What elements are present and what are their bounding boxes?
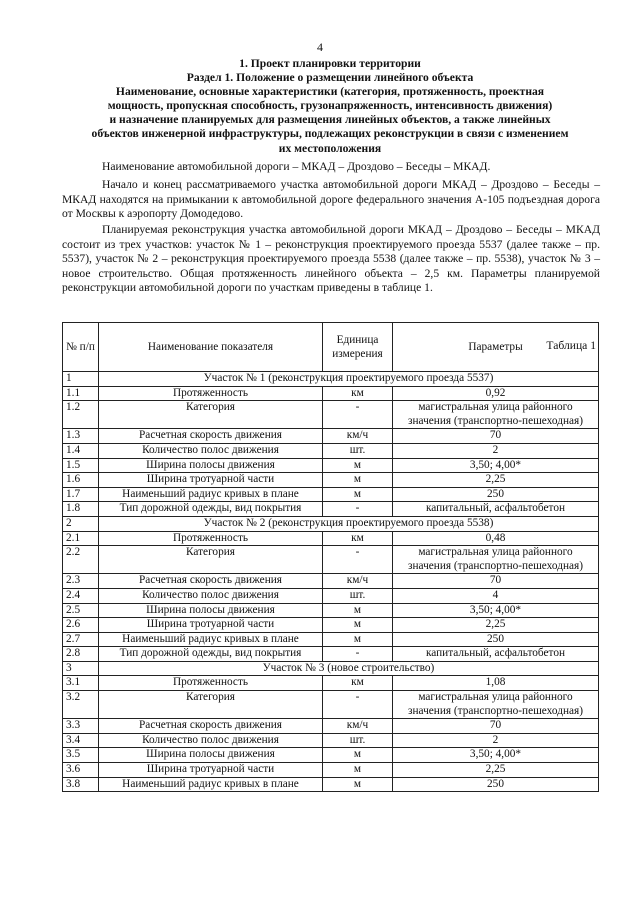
row-number: 3.3 — [63, 719, 99, 734]
row-number: 1.7 — [63, 487, 99, 502]
table-caption: Таблица 1 — [546, 339, 596, 352]
row-value: магистральная улица районного значения (транспортно-пешеходная) — [393, 401, 599, 429]
table-row — [63, 618, 599, 633]
row-value: капитальный, асфальтобетон — [393, 502, 599, 517]
table-row — [63, 588, 599, 603]
row-indicator: Количество полос движения — [99, 733, 323, 748]
table-row — [63, 632, 599, 647]
row-unit: м — [323, 473, 393, 488]
row-value: 250 — [393, 777, 599, 792]
row-number: 1.2 — [63, 401, 99, 429]
row-value: 3,50; 4,00* — [393, 748, 599, 763]
row-number: 2.1 — [63, 531, 99, 546]
row-number: 2.6 — [63, 618, 99, 633]
row-value: 2 — [393, 443, 599, 458]
table-row — [63, 777, 599, 792]
row-indicator: Ширина тротуарной части — [99, 618, 323, 633]
row-number: 2.8 — [63, 647, 99, 662]
table-row — [63, 719, 599, 734]
row-number: 3.1 — [63, 676, 99, 691]
table-row — [63, 733, 599, 748]
row-indicator: Тип дорожной одежды, вид покрытия — [99, 502, 323, 517]
row-value: капитальный, асфальтобетон — [393, 647, 599, 662]
table-row — [63, 574, 599, 589]
row-value: 70 — [393, 719, 599, 734]
row-number: 2.7 — [63, 632, 99, 647]
row-indicator: Тип дорожной одежды, вид покрытия — [99, 647, 323, 662]
row-unit: шт. — [323, 443, 393, 458]
table-row — [63, 443, 599, 458]
table-row — [63, 603, 599, 618]
row-unit: км — [323, 531, 393, 546]
row-unit: м — [323, 618, 393, 633]
row-unit: м — [323, 748, 393, 763]
row-unit: - — [323, 691, 393, 719]
row-unit: м — [323, 777, 393, 792]
header-number: № п/п — [63, 323, 99, 372]
table-row — [63, 502, 599, 517]
row-value: 0,48 — [393, 531, 599, 546]
table-row — [63, 487, 599, 502]
row-number: 2.5 — [63, 603, 99, 618]
row-indicator: Ширина полосы движения — [99, 603, 323, 618]
section-row — [63, 516, 599, 531]
table-row — [63, 676, 599, 691]
row-value: 2,25 — [393, 473, 599, 488]
row-unit: - — [323, 647, 393, 662]
row-number: 1.4 — [63, 443, 99, 458]
row-indicator: Ширина полосы движения — [99, 748, 323, 763]
row-indicator: Количество полос движения — [99, 443, 323, 458]
header-unit: Единица измерения — [323, 323, 393, 372]
table-row — [63, 473, 599, 488]
paragraph-start-end: Начало и конец рассматриваемого участка автомобильной дороги МКАД – Дроздово – Беседы – МКАД находятся на примыкании к автомобильной дороге федерального значения А-105 подъездная дорога от Москвы к аэропорту Домодедово. — [62, 178, 600, 221]
row-unit: км/ч — [323, 574, 393, 589]
row-indicator: Категория — [99, 691, 323, 719]
row-indicator: Ширина полосы движения — [99, 458, 323, 473]
paragraph-reconstruction: Планируемая реконструкция участка автомобильной дороги МКАД – Дроздово – Беседы – МКАД состоит из трех участков: участок № 1 – реконструкция проектируемого проезда 5537 (далее также – пр. 5537), участок № 2 – реконструкция проектируемого проезда 5538 (далее также – пр. 5538), участок № 3 – новое строительство. Общая протяженность линейного объекта – 2,5 км. Параметры планируемой реконструкции автомобильной дороги по участкам приведены в таблице 1. — [62, 223, 600, 295]
row-indicator: Наименьший радиус кривых в плане — [99, 487, 323, 502]
row-value: 70 — [393, 429, 599, 444]
heading-line: объектов инженерной инфраструктуры, подлежащих реконструкции в связи с изменением — [91, 127, 569, 141]
section-title: Участок № 2 (реконструкция проектируемого проезда 5538) — [99, 516, 599, 531]
heading-line: 1. Проект планировки территории — [239, 57, 421, 70]
row-unit: - — [323, 401, 393, 429]
section-title: Участок № 1 (реконструкция проектируемого проезда 5537) — [99, 372, 599, 387]
table-header-row — [63, 323, 599, 372]
row-indicator: Ширина тротуарной части — [99, 763, 323, 778]
row-number: 3.2 — [63, 691, 99, 719]
row-unit: - — [323, 546, 393, 574]
heading-line: мощность, пропускная способность, грузонапряженность, интенсивность движения) — [107, 99, 553, 113]
row-unit: м — [323, 763, 393, 778]
row-value: 4 — [393, 588, 599, 603]
heading-line: Раздел 1. Положение о размещении линейного объекта — [186, 71, 474, 85]
row-number: 2.3 — [63, 574, 99, 589]
row-indicator: Количество полос движения — [99, 588, 323, 603]
section-number: 2 — [63, 516, 99, 531]
parameters-table — [62, 322, 599, 792]
header-indicator: Наименование показателя — [99, 323, 323, 372]
section-title: Участок № 3 (новое строительство) — [99, 661, 599, 676]
heading-line: Наименование, основные характеристики (категория, протяженность, проектная — [115, 85, 545, 99]
row-number: 1.8 — [63, 502, 99, 517]
row-unit: км — [323, 386, 393, 401]
row-value: 0,92 — [393, 386, 599, 401]
page-number: 4 — [317, 40, 323, 54]
header-parameters: Параметры — [393, 323, 599, 372]
row-unit: м — [323, 458, 393, 473]
heading-line: их местоположения — [278, 141, 382, 155]
row-value: 2,25 — [393, 618, 599, 633]
row-number: 1.5 — [63, 458, 99, 473]
row-value: 2,25 — [393, 763, 599, 778]
row-number: 1.3 — [63, 429, 99, 444]
row-indicator: Расчетная скорость движения — [99, 429, 323, 444]
row-unit: км — [323, 676, 393, 691]
row-value: 2 — [393, 733, 599, 748]
table-row — [63, 401, 599, 429]
paragraph-road-name: Наименование автомобильной дороги – МКАД – Дроздово – Беседы – МКАД. — [102, 160, 491, 173]
row-number: 3.5 — [63, 748, 99, 763]
table-row — [63, 386, 599, 401]
row-value: 3,50; 4,00* — [393, 603, 599, 618]
section-number: 3 — [63, 661, 99, 676]
row-indicator: Протяженность — [99, 531, 323, 546]
row-number: 2.2 — [63, 546, 99, 574]
table-row — [63, 748, 599, 763]
row-indicator: Категория — [99, 546, 323, 574]
row-indicator: Наименьший радиус кривых в плане — [99, 777, 323, 792]
row-unit: км/ч — [323, 719, 393, 734]
table-body — [63, 372, 599, 792]
row-number: 1.6 — [63, 473, 99, 488]
row-number: 1.1 — [63, 386, 99, 401]
row-number: 3.4 — [63, 733, 99, 748]
section-row — [63, 661, 599, 676]
row-value: 250 — [393, 632, 599, 647]
table-row — [63, 546, 599, 574]
row-unit: м — [323, 632, 393, 647]
row-indicator: Протяженность — [99, 676, 323, 691]
table-row — [63, 458, 599, 473]
row-unit: м — [323, 487, 393, 502]
heading-line: и назначение планируемых для размещения линейных объектов, а также линейных — [109, 113, 551, 127]
row-value: 3,50; 4,00* — [393, 458, 599, 473]
section-number: 1 — [63, 372, 99, 387]
row-unit: шт. — [323, 588, 393, 603]
row-indicator: Расчетная скорость движения — [99, 574, 323, 589]
table-row — [63, 763, 599, 778]
row-unit: - — [323, 502, 393, 517]
row-number: 3.8 — [63, 777, 99, 792]
row-value: 1,08 — [393, 676, 599, 691]
row-number: 3.6 — [63, 763, 99, 778]
row-number: 2.4 — [63, 588, 99, 603]
row-unit: м — [323, 603, 393, 618]
table-row — [63, 647, 599, 662]
section-row — [63, 372, 599, 387]
row-unit: км/ч — [323, 429, 393, 444]
row-value: 70 — [393, 574, 599, 589]
table-row — [63, 531, 599, 546]
row-indicator: Расчетная скорость движения — [99, 719, 323, 734]
row-indicator: Наименьший радиус кривых в плане — [99, 632, 323, 647]
row-value: магистральная улица районного значения (транспортно-пешеходная) — [393, 546, 599, 574]
row-unit: шт. — [323, 733, 393, 748]
row-indicator: Категория — [99, 401, 323, 429]
table-row — [63, 429, 599, 444]
table-row — [63, 691, 599, 719]
row-value: 250 — [393, 487, 599, 502]
row-indicator: Ширина тротуарной части — [99, 473, 323, 488]
section-heading — [60, 57, 600, 156]
row-value: магистральная улица районного значения (транспортно-пешеходная) — [393, 691, 599, 719]
row-indicator: Протяженность — [99, 386, 323, 401]
